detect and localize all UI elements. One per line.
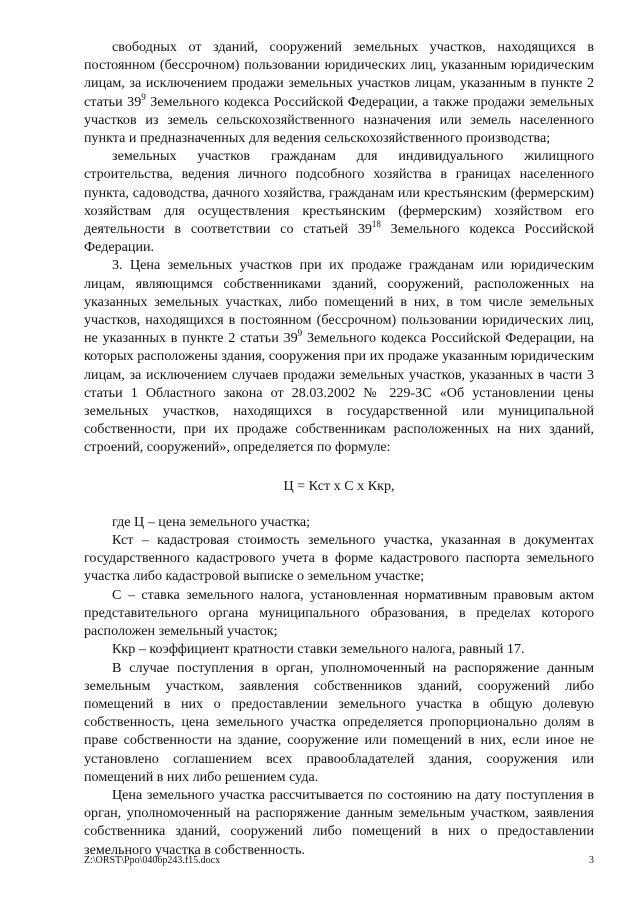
paragraph-2-text-b: Земельного кодекса Российской Федерации. <box>84 221 594 256</box>
superscript-9: 9 <box>141 91 146 102</box>
paragraph-2 <box>84 147 594 256</box>
document-page <box>84 38 594 859</box>
paragraph-7: Ккр – коэффициент кратности ставки земельного налога, равный 17. <box>112 641 525 658</box>
paragraph-5: Кст – кадастровая стоимость земельного участка, указанная в документах государственного кадастрового учета в форме кадастрового паспорта земельного участка либо кадастровой выписке о земельном участке; <box>84 532 594 585</box>
footer-page-number: 3 <box>589 855 594 866</box>
paragraph-3-text-b: Земельного кодекса Российской Федерации, на которых расположены здания, сооружения при их продаже указанным юридическим лицам, за исключением случаев продажи земельных участков, указанных в части 3 статьи 1 Областного закона от 28.03.2002 № 229-ЗС «Об установлении цены земельных участков, находящихся в государственной или муниципальной собственности, при их продаже собственникам расположенных на них зданий, строений, сооружений», определяется по формуле: <box>84 330 594 456</box>
paragraph-2-text-a: земельных участков гражданам для индивидуального жилищного строительства, ведения личного подсобного хозяйства в границах населенного пункта, садоводства, дачного хозяйства, гражданам или крестьянским (фермерским) хозяйствам для осуществления крестьянским (фермерским) хозяйством его деятельности в соответствии со статьей 39 <box>84 148 594 238</box>
paragraph-1-text-a: свободных от зданий, сооружений земельных участков, находящихся в постоянном (бессрочном) пользовании юридических лиц, указанным юридическим лицам, за исключением продажи земельных участков лицам, указанным в пункте 2 статьи 39 <box>84 39 594 110</box>
superscript-18: 18 <box>371 219 381 230</box>
paragraph-9: Цена земельного участка рассчитывается по состоянию на дату поступления в орган, уполномоченный на распоряжение данным земельным участком, заявления собственника зданий, сооружений либо помещений в них о предоставлении земельного участка в собственность. <box>84 786 594 858</box>
paragraph-1-text-b: Земельного кодекса Российской Федерации, а также продажи земельных участков из земель сельскохозяйственного назначения или земель населенного пункта и предназначенных для ведения сельскохозяйственного производства; <box>84 93 594 147</box>
price-formula: Ц = Кст х С х Ккр, <box>283 477 395 494</box>
paragraph-3-text-a: 3. Цена земельных участков при их продаже гражданам или юридическим лицам, являющимся собственниками зданий, сооружений, расположенных на указанных земельных участках, либо помещений в них, в том числе земельных участков, находящихся в постоянном (бессрочном) пользовании юридических лиц, не указанных в пункте 2 статьи 39 <box>84 257 594 347</box>
paragraph-8: В случае поступления в орган, уполномоченный на распоряжение данным земельным участком, заявления собственников зданий, сооружений либо помещений в них о предоставлении земельного участка в общую долевую собственность, цена земельного участка определяется пропорционально долям в праве собственности на здание, сооружение или помещений в них, если иное не установлено соглашением всех правообладателей здания, сооружения или помещений в них либо решением суда. <box>84 659 594 785</box>
paragraph-1 <box>84 38 594 147</box>
paragraph-3 <box>84 256 594 456</box>
page-footer <box>84 855 594 867</box>
superscript-9-second: 9 <box>297 328 303 339</box>
paragraph-4: где Ц – цена земельного участка; <box>112 513 311 530</box>
paragraph-6: С – ставка земельного налога, установленная нормативным правовым актом представительного органа муниципального образования, в пределах которого расположен земельный участок; <box>84 586 594 640</box>
footer-file-path: Z:\ORST\Ppo\0406p243.f15.docx <box>84 855 221 866</box>
